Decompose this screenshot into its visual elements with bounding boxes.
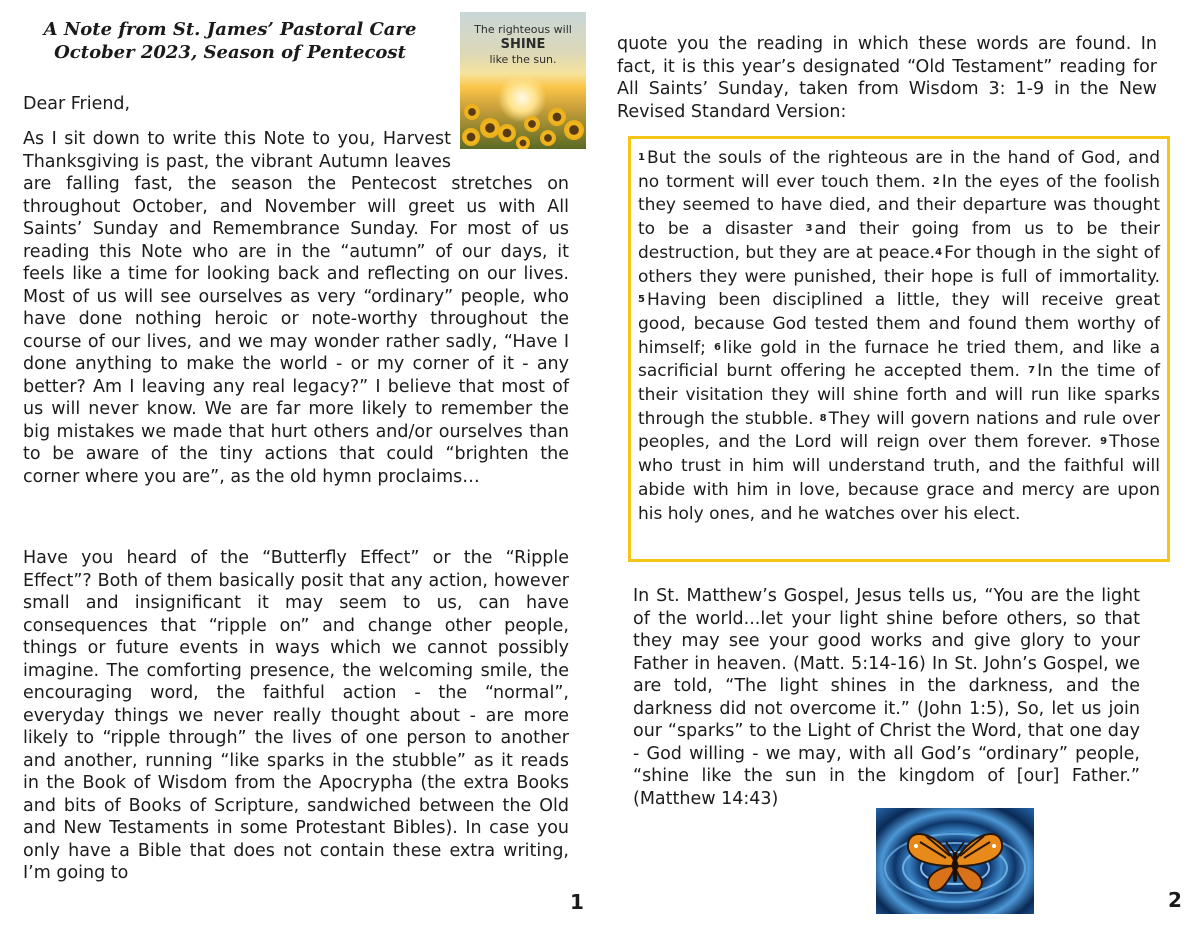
sunflower [464, 104, 480, 120]
verse-text: Those who trust in him will understand truth, and the faithful will abide with him in love, because grace and mercy are upon his holy ones, and he watches over his elect. [638, 432, 1161, 524]
title-line-1: A Note from St. James’ Pastoral Care [43, 19, 417, 40]
paragraph-1-text: As I sit down to write this Note to you, Harvest Thanksgiving is past, the vibrant Autumn leaves are falling fast, the season the Pentecost stretches on throughout October, and November will greet us with All Saints’ Sunday and Remembrance Sunday. For most of us reading this Note who are in the “autumn” of our days, it feels like a time for looking back and reflecting on our lives. Most of us will see ourselves as very “ordinary” people, who have done nothing heroic or note-worthy throughout the course of our lives, and we may wonder rather sadly, “Have I done anything to make the world - or my corner of it - any better? Am I leaving any real legacy?” I believe that most of us will never know. We are far more likely to remember the big mistakes we made that hurt others and/or ourselves than to be aware of the tiny actions that could “brighten the corner where you are”, as the old hymn proclaims… [23, 129, 569, 487]
verse-text: They will govern nations and rule over peoples, and the Lord will reign over them forever. [638, 408, 1161, 453]
verse-number: 8 [819, 412, 827, 424]
paragraph-2: Have you heard of the “Butterfly Effect” or the “Ripple Effect”? Both of them basically posit that any action, however small and insignificant it may seem to us, can have consequences that “ripple on” and change other people, things or future events in ways which we cannot possibly imagine. The comforting presence, the welcoming smile, the encouraging word, the faithful action - the “normal”, everyday things we never really thought about - are more likely to “ripple through” the lives of one person to another and another, running “like sparks in the stubble” as it reads in the Book of Wisdom from the Apocrypha (the extra Books and bits of Books of Scripture, sandwiched between the Old and New Testaments in some Protestant Bibles). In case you only have a Bible that does not contain these extra writing, I’m going to [23, 548, 569, 883]
caption-line-3: like the sun. [489, 53, 557, 66]
verse-text: Having been disciplined a little, they will receive great good, because God tested them and found them worthy of himself; [638, 290, 1160, 358]
verse-number: 2 [932, 175, 940, 187]
verse-text: like gold in the furnace he tried them, and like a sacrificial burnt offering he accepted them. [638, 337, 1160, 382]
sun-glow [498, 74, 546, 122]
butterfly-illustration [876, 808, 1034, 914]
newsletter-title [24, 18, 436, 64]
paragraph-1 [23, 128, 569, 488]
caption-line-1: The righteous will [474, 23, 572, 36]
verse-number: 1 [638, 152, 645, 163]
verse-text: In the time of their visitation they will shine forth and will run like sparks through the stubble. [638, 361, 1160, 429]
verse-text: In the eyes of the foolish they seemed to have died, and their departure was thought to be a disaster [638, 171, 1160, 240]
scripture-reading-box [628, 136, 1170, 562]
verse-number: 5 [638, 294, 645, 306]
butterfly-ripple-image [876, 808, 1034, 914]
verse-text: But the souls of the righteous are in the hand of God, and no torment will ever touch them. [638, 148, 1160, 192]
salutation: Dear Friend, [23, 94, 131, 114]
verse-number: 3 [805, 223, 813, 235]
scripture-text [638, 147, 1160, 526]
caption-line-2: SHINE [500, 37, 546, 52]
image-caption [460, 23, 586, 66]
image-wrap-spacer [451, 128, 569, 173]
newsletter-page-2 [600, 0, 1200, 927]
reading-intro: quote you the reading in which these words are found. In fact, it is this year’s designated “Old Testament” reading for All Saints’ Sunday, taken from Wisdom 3: 1-9 in the New Revised Standard Version: [617, 34, 1157, 122]
verse-text: and their going from us to be their destruction, but they are at peace. [638, 219, 1160, 263]
closing-paragraph: In St. Matthew’s Gospel, Jesus tells us, “You are the light of the world...let your light shine before others, so that they may see your good works and give glory to your Father in heaven. (Matt. 5:14-16) In St. John’s Gospel, we are told, “The light shines in the darkness, and the darkness did not overcome it.” (John 1:5), So, let us join our “sparks” to the Light of Christ the Word, that one day - God willing - we may, with all God’s “ordinary” people, “shine like the sun in the kingdom of [our] Father.” (Matthew 14:43) [633, 586, 1140, 809]
verse-number: 7 [1028, 365, 1036, 377]
verse-number: 9 [1100, 436, 1108, 448]
page-number: 1 [570, 890, 584, 914]
verse-number: 6 [713, 341, 721, 353]
page-number: 2 [1168, 888, 1182, 912]
sunflower [548, 108, 566, 126]
verse-text: For though in the sight of others they were punished, their hope is full of immortality. [638, 242, 1160, 287]
verse-number: 4 [935, 246, 943, 258]
title-line-2: October 2023, Season of Pentecost [54, 42, 406, 63]
